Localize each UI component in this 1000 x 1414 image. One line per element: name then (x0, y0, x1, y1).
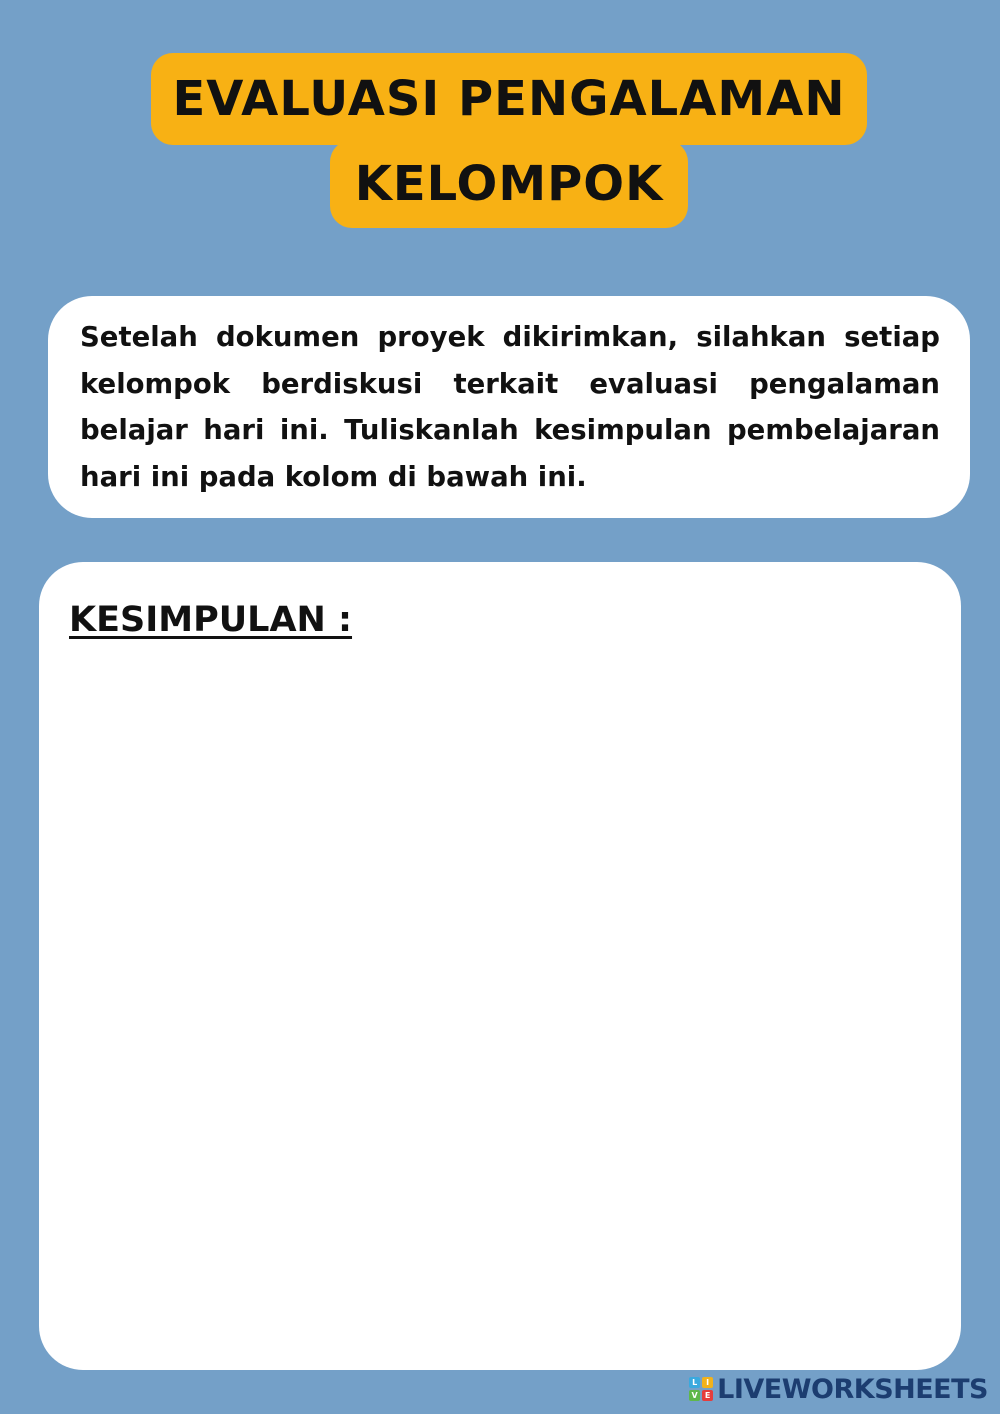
liveworksheets-logo-icon (689, 1377, 713, 1401)
instruction-card (48, 296, 970, 518)
logo-cell: E (702, 1390, 713, 1401)
logo-cell: L (689, 1377, 700, 1388)
answer-card (39, 562, 961, 1370)
logo-cell: I (702, 1377, 713, 1388)
answer-heading: KESIMPULAN : (69, 600, 353, 640)
liveworksheets-watermark (689, 1374, 988, 1404)
logo-cell: V (689, 1390, 700, 1401)
page-title-line-2: KELOMPOK (330, 140, 688, 228)
instruction-text: Setelah dokumen proyek dikirimkan, silahkan setiap kelompok berdiskusi terkait evaluasi pengalaman belajar hari ini. Tuliskanlah kesimpulan pembelajaran hari ini pada kolom di bawah ini. (80, 321, 940, 493)
page-title-line-1: EVALUASI PENGALAMAN (151, 53, 867, 145)
conclusion-input[interactable] (69, 672, 933, 1346)
watermark-text: LIVEWORKSHEETS (717, 1373, 988, 1405)
